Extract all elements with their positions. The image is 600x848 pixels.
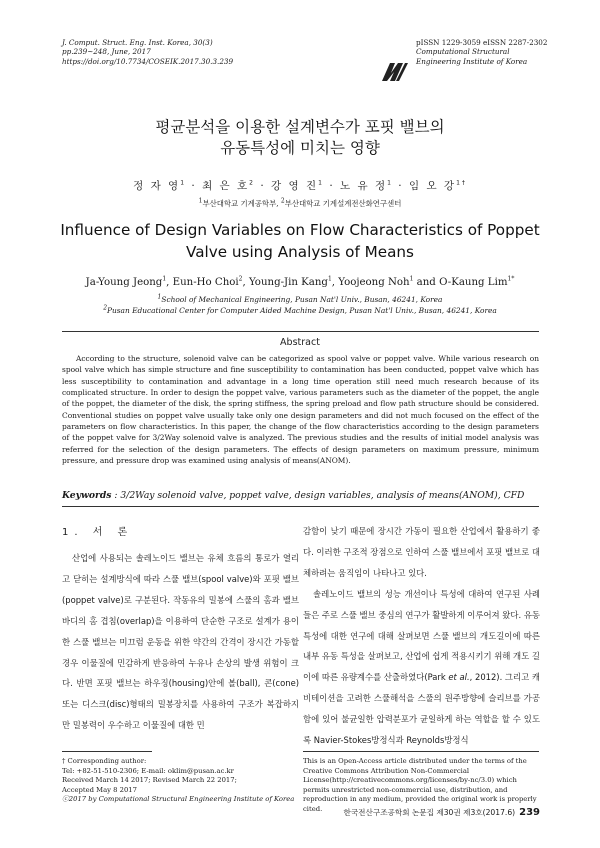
author-en-3: Young-Jin Kang [248, 277, 328, 288]
right-column-paragraph-1: 감함이 낮기 때문에 장시간 가동이 필요한 산업에서 활용하기 좋다. 이러한 구조적 장점으로 인하여 스풀 밸브에서 포핏 밸브로 대체하려는 움직임이 나타나고 있다. [303, 526, 540, 578]
abstract-top-rule [62, 331, 539, 332]
author-ko-5: 임 오 강 [408, 180, 457, 192]
keywords-line [62, 490, 542, 501]
footnote-corresponding [62, 757, 299, 805]
affil-ko-2: 부산대학교 기계설계전산화연구센터 [284, 199, 402, 208]
affil-en-line-2 [0, 305, 600, 316]
author-en-2: Eun-Ho Choi [172, 277, 239, 288]
korean-title-line-2: 유동특성에 미치는 영향 [220, 139, 380, 157]
author-en-and: and [413, 277, 440, 288]
footnote-corresponding-label: † Corresponding author: [62, 757, 147, 765]
org-line-1: Computational Structural [416, 47, 510, 57]
footnote-license: This is an Open-Access article distributed under the terms of the Creative Commons Attribution Non-Commercial License(http://creativecommons.org/licenses/by-nc/3.0) which permits unrestricted non-commercial use, distribution, and reproduction in any medium, provided the original work is properly cited. [303, 757, 537, 813]
journal-line: J. Comput. Struct. Eng. Inst. Korea, 30(3) [62, 38, 213, 47]
affil-en-1-sup: 1 [157, 293, 162, 301]
author-en-4-sup: 1 [409, 275, 414, 283]
affil-en-1: School of Mechanical Engineering, Pusan Nat'l Univ., Busan, 46241, Korea [161, 295, 443, 304]
footnote-right-rule [303, 751, 539, 752]
author-ko-separator: · [398, 180, 404, 192]
page-number: 239 [519, 807, 540, 818]
author-ko-4-sup: 1 [387, 179, 393, 187]
abstract-heading: Abstract [280, 337, 320, 348]
doi-link[interactable]: https://doi.org/10.7734/COSEIK.2017.30.3.239 [62, 56, 234, 66]
footnote-left-rule [62, 751, 152, 752]
author-en-comma: , [242, 277, 249, 288]
footer-journal: 한국전산구조공학회 논문집 제30권 제3호(2017.6) [343, 808, 516, 817]
author-en-comma: , [331, 277, 339, 288]
section-1-heading: 1. 서 론 [62, 527, 134, 538]
footnote-received: Received March 14 2017; Revised March 22 2017; [62, 776, 237, 784]
right-column [303, 521, 540, 751]
affil-ko-1: 부산대학교 기계공학부, [202, 199, 279, 208]
author-ko-3-sup: 1 [318, 179, 324, 187]
author-ko-3: 강 영 진 [271, 180, 319, 192]
author-en-comma: , [166, 277, 173, 288]
footnote-contact: Tel: +82-51-510-2306; E-mail: oklim@pusan.ac.kr [62, 766, 234, 775]
coseik-logo-icon [381, 61, 409, 83]
author-ko-separator: · [329, 180, 335, 192]
footnote-copyright: ⓒ2017 by Computational Structural Engineering Institute of Korea [62, 795, 295, 803]
affil-en-2-sup: 2 [103, 304, 108, 312]
footnote-accepted: Accepted May 8 2017 [62, 785, 137, 794]
right-col-p2-part-b: , 2012). 그리고 캐비테이션을 고려한 스풀해석을 스풀의 원주방향에 슬리브를 가공함에 있어 불균일한 압력분포가 균일하게 하는 역할을 할 수 있도록 Navier-Stokes방정식과 Reynolds방정식 [303, 672, 540, 746]
affil-en-line-1 [0, 294, 600, 305]
author-en-1: Ja-Young Jeong [85, 277, 163, 288]
author-ko-4: 노 유 정 [340, 180, 388, 192]
english-title-line-2: Valve using Analysis of Means [186, 243, 414, 261]
english-affiliations [0, 294, 600, 316]
right-column-paragraph-2 [303, 584, 540, 751]
affil-ko-2-sup: 2 [280, 197, 285, 205]
author-ko-separator: · [191, 180, 197, 192]
author-en-1-sup: 1 [162, 275, 167, 283]
korean-title [0, 117, 600, 159]
author-ko-1-sup: 1 [180, 179, 187, 187]
korean-title-line-1: 평균분석을 이용한 설계변수가 포핏 밸브의 [155, 118, 445, 136]
author-ko-2-sup: 2 [249, 179, 255, 187]
keywords-label: Keywords [62, 490, 112, 501]
keywords-bottom-rule [62, 506, 539, 507]
org-line-2: Engineering Institute of Korea [416, 56, 528, 66]
issn-block [416, 38, 576, 66]
affil-en-2: Pusan Educational Center for Computer Aided Machine Design, Pusan Nat'l Univ., Busan, 46241, Korea [107, 306, 497, 315]
author-en-3-sup: 1 [327, 275, 332, 283]
author-ko-separator: · [260, 180, 266, 192]
author-ko-1: 정 자 영 [133, 180, 181, 192]
english-authors [0, 277, 600, 288]
abstract-body: According to the structure, solenoid valve can be categorized as spool valve or poppet valve. While various research on spool valve which has simple structure and fine susceptibility to contamination has been conducted, poppet valve which has less susceptibility to contamination and advantage in a long time operation still need much research because of its complicated structure. In order to design the poppet valve, various parameters such as the diameter of the poppet, the angle of the poppet, the diameter of the disk, the spring stiffness, the spring preload and flow path structure should be considered. Conventional studies on poppet valve usually take only one design parameters and did not much focused on the effect of the parameters on flow characteristics. In this paper, the change of the flow characteristics according to the design parameters of the poppet valve for 3/2Way solenoid valve is analyzed. The previous studies and the results of initial model analysis was referred for the selection of the design parameters. The effects of design parameters on maximum pressure, minimum pressure, and pressure drop was examined using analysis of means(ANOM). [62, 354, 539, 466]
korean-affiliations [0, 198, 600, 209]
author-en-4: Yoojeong Noh [338, 277, 410, 288]
affil-ko-1-sup: 1 [198, 197, 203, 205]
right-col-etal: et al. [448, 672, 470, 683]
english-title [40, 219, 560, 263]
korean-authors [0, 178, 600, 193]
right-col-p2-part-a: 솔레노이드 밸브의 성능 개선이나 특성에 대하여 연구된 사례들은 주로 스풀 밸브 중심의 연구가 활발하게 이루어져 왔다. 유동 특성에 대한 연구에 대해 살펴보면 스풀 밸브의 개도길이에 따른 내부 유동 특성을 살펴보고, 산업에 쉽게 적용시키기 위해 개도 길이에 따른 유량계수를 산출하였다(Park [303, 588, 540, 683]
english-title-line-1: Influence of Design Variables on Flow Characteristics of Poppet [60, 221, 540, 239]
author-ko-2: 최 은 호 [202, 180, 250, 192]
author-en-5-sup: 1* [507, 275, 515, 283]
author-en-5: O-Kaung Lim [439, 277, 508, 288]
journal-citation-block [62, 38, 312, 66]
pages-line: pp.239~248, June, 2017 [62, 47, 151, 57]
keywords-text: : 3/2Way solenoid valve, poppet valve, design variables, analysis of means(ANOM), CFD [111, 490, 525, 501]
issn-line: pISSN 1229-3059 eISSN 2287-2302 [416, 38, 548, 47]
page-footer [340, 807, 540, 818]
author-en-2-sup: 2 [238, 275, 243, 283]
author-ko-5-sup: 1† [456, 179, 467, 187]
left-column-text: 산업에 사용되는 솔레노이드 밸브는 유체 흐름의 통로가 열리고 닫히는 설계방식에 따라 스풀 밸브(spool valve)와 포핏 밸브(poppet valve)로 구분된다. 작동유의 밀봉에 스풀의 홈과 밸브바디의 홈 겹침(overlap)을 이용하여 단순한 구조로 설계가 용이한 스풀 밸브는 미끄럼 운동을 위한 약간의 간격이 장시간 가동할 경우 이물질에 민감하게 반응하여 누유나 손상의 발생 위험이 크다. 반면 포핏 밸브는 하우징(housing)안에 볼(ball), 콘(cone) 또는 디스크(disc)형태의 밀봉장치를 사용하여 구조가 복잡하지만 밀봉력이 우수하고 이물질에 대한 민 [62, 553, 299, 731]
